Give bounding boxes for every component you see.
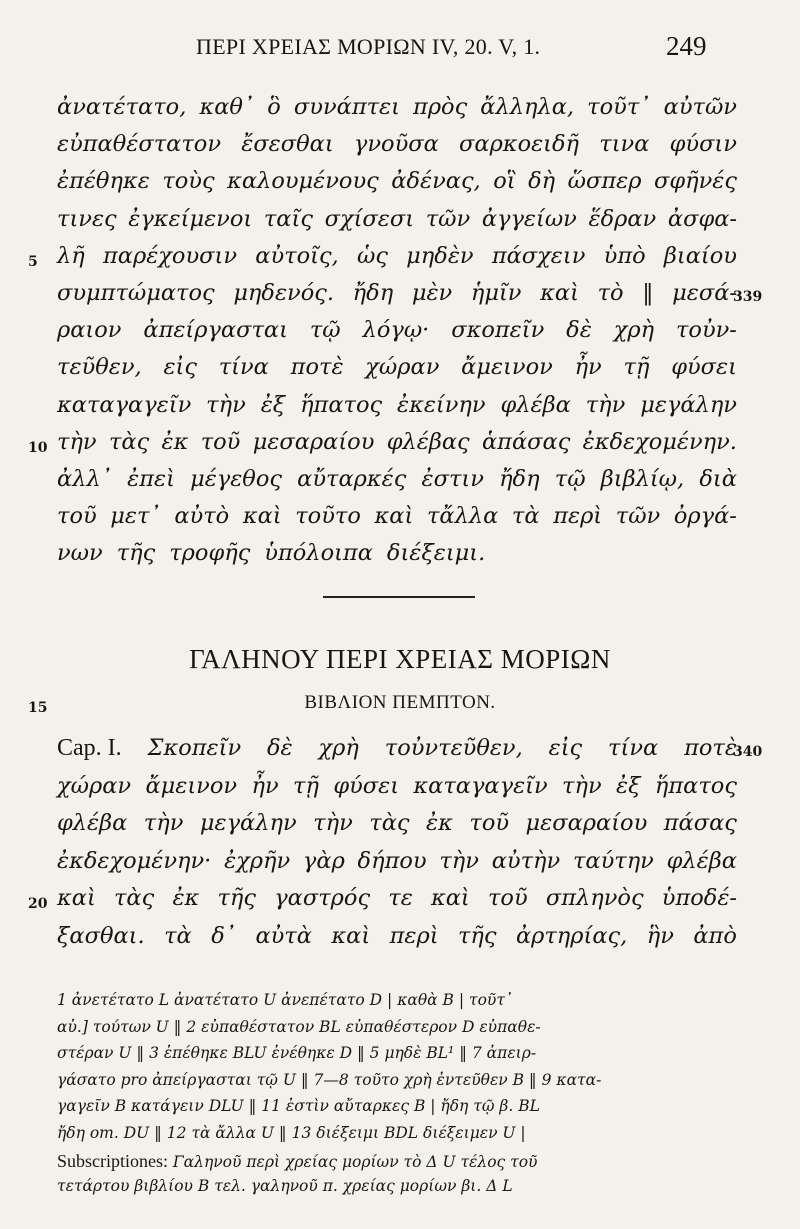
word: χρὴ bbox=[613, 317, 655, 344]
word: ἔσεσθαι bbox=[241, 131, 334, 158]
word: τἄλλα bbox=[426, 503, 499, 530]
word: χώραν bbox=[365, 354, 440, 381]
apparatus-text: ἤδη om. DU ‖ 12 τὰ ἄλλα U ‖ 13 διέξειμι BDL διέξειμεν U | bbox=[57, 1124, 526, 1142]
word: ἥπατος bbox=[300, 391, 383, 418]
word: ἀπὸ bbox=[693, 922, 737, 949]
word: τὴν bbox=[439, 847, 479, 874]
word: παρέχουσιν bbox=[103, 242, 238, 269]
word: ταῖς bbox=[263, 205, 313, 232]
word: Σκοπεῖν bbox=[147, 735, 242, 761]
word: σφῆνές bbox=[653, 168, 737, 195]
word: τροφῆς bbox=[169, 540, 251, 567]
word: δὴ bbox=[528, 168, 556, 195]
word: βιαίου bbox=[663, 242, 737, 269]
word: ἐκ bbox=[172, 885, 200, 911]
text-line bbox=[57, 243, 737, 283]
word: ἐστιν bbox=[421, 466, 484, 492]
word: τὰ bbox=[511, 503, 540, 530]
word: τὰς bbox=[108, 428, 150, 455]
word: καταγαγεῖν bbox=[57, 391, 192, 418]
running-head bbox=[0, 31, 800, 68]
word: ἀσφα- bbox=[667, 205, 737, 232]
word: τοῦ bbox=[487, 885, 528, 911]
word: τε bbox=[388, 885, 413, 911]
word: τὴν bbox=[206, 391, 246, 418]
text-line bbox=[57, 848, 737, 888]
word: μεγάλην bbox=[199, 810, 297, 836]
word: τὰς bbox=[113, 885, 155, 911]
word: ποτὲ bbox=[290, 354, 344, 381]
word: ἐκ bbox=[161, 428, 189, 455]
text-line bbox=[57, 885, 737, 925]
word: συνάπτει bbox=[293, 94, 400, 120]
word: τὸ bbox=[597, 280, 624, 306]
chapter-label: Cap. I. bbox=[57, 735, 122, 761]
word: σκοπεῖν bbox=[451, 317, 545, 344]
word: ἤδη bbox=[352, 280, 394, 306]
word: ὃ bbox=[267, 94, 281, 120]
apparatus-text: αὐ.] τούτων U ‖ 2 εὐπαθέστατον BL εὐπαθέστερον D εὐπαθε- bbox=[57, 1017, 541, 1036]
word: ἐξ bbox=[260, 391, 286, 418]
book-title: ΓΑΛΗΝΟΥ ΠΕΡΙ ΧΡΕΙΑΣ ΜΟΡΙΩΝ bbox=[189, 644, 611, 674]
word: τῷ bbox=[554, 466, 586, 492]
word: τὴν bbox=[143, 810, 184, 836]
text-line bbox=[57, 317, 737, 357]
word: ὑπὸ bbox=[603, 242, 646, 269]
text-line bbox=[57, 354, 737, 394]
word: γνοῦσα bbox=[353, 131, 439, 158]
word: καὶ bbox=[540, 280, 579, 306]
word: ἤδη bbox=[499, 466, 540, 492]
word: μετ᾽ bbox=[110, 503, 161, 530]
word: καθ᾽ bbox=[199, 94, 255, 120]
apparatus-text: τετάρτου βιβλίου B τελ. γαληνοῦ π. χρείας μορίων βι. Δ L bbox=[57, 1177, 513, 1196]
word: ξασθαι. bbox=[57, 922, 145, 949]
text-line bbox=[57, 429, 737, 469]
word: τῆς bbox=[116, 540, 156, 567]
word: φλέβα bbox=[666, 847, 737, 874]
word: τὴν bbox=[585, 391, 626, 418]
word: εἰς bbox=[548, 735, 583, 761]
word: δὲ bbox=[267, 735, 293, 761]
word: μηδενός. bbox=[233, 280, 335, 306]
word: τίνα bbox=[608, 735, 659, 761]
word: τοῦτ᾽ bbox=[587, 94, 651, 120]
word: τεῦθεν, bbox=[57, 354, 142, 381]
word: ἡμῖν bbox=[470, 280, 522, 306]
word: καταγαγεῖν bbox=[413, 772, 548, 799]
text-line bbox=[57, 810, 737, 850]
word: τὴν bbox=[313, 810, 353, 836]
margin-page-ref: 339 bbox=[733, 289, 763, 305]
word: ἐκ bbox=[426, 810, 453, 836]
word: ταύτην bbox=[572, 847, 654, 874]
word: σπληνὸς bbox=[545, 885, 644, 911]
word: ἦν bbox=[574, 354, 602, 381]
apparatus-label: Subscriptiones: bbox=[57, 1150, 168, 1171]
word: αὔταρκές bbox=[297, 466, 407, 492]
word: οἳ bbox=[493, 168, 516, 195]
word: ὀργά- bbox=[673, 503, 737, 530]
word: ἁπάσας bbox=[481, 428, 571, 455]
word: φύσιν bbox=[669, 131, 737, 158]
page-number: 249 bbox=[666, 31, 707, 61]
word: ἐκείνην bbox=[397, 391, 486, 418]
line-number: 20 bbox=[28, 896, 48, 912]
word: μεσαραίου bbox=[252, 428, 375, 455]
running-head-title: ΠΕΡΙ ΧΡΕΙΑΣ ΜΟΡΙΩΝ IV, 20. V, 1. bbox=[196, 34, 541, 59]
word: τοῦ bbox=[57, 503, 97, 530]
word: δὲ bbox=[566, 317, 592, 344]
word: τὰ bbox=[164, 922, 192, 949]
line-number: 10 bbox=[28, 439, 48, 456]
word: αὐτὸ bbox=[174, 503, 230, 530]
word: χρὴ bbox=[318, 735, 359, 761]
word: τοῦ bbox=[200, 428, 241, 455]
word: ἄμεινον bbox=[145, 772, 238, 799]
word: ἐχρῆν bbox=[224, 847, 291, 874]
text-line bbox=[57, 773, 737, 813]
word: τῆς bbox=[217, 885, 257, 911]
word: πάσας bbox=[663, 810, 737, 836]
text-line bbox=[57, 540, 737, 580]
word: ὑπόλοιπα bbox=[264, 540, 373, 567]
word: περὶ bbox=[553, 503, 603, 530]
word: βιβλίῳ, bbox=[600, 466, 685, 492]
word: καλουμένους bbox=[227, 168, 379, 195]
word: τοὐντεῦθεν, bbox=[384, 735, 523, 761]
word: πάσχειν bbox=[491, 242, 586, 269]
word: ἐγκείμενοι bbox=[128, 205, 253, 232]
word: γὰρ bbox=[302, 847, 345, 874]
word: τῷ bbox=[309, 317, 341, 344]
word: ἣν bbox=[646, 922, 674, 949]
word: ἥπατος bbox=[654, 772, 737, 799]
apparatus-text: στέραν U ‖ 3 ἐπέθηκε BLU ἐνέθηκε D ‖ 5 μηδὲ BL¹ ‖ 7 ἀπειρ- bbox=[57, 1044, 537, 1063]
text-line bbox=[57, 94, 737, 134]
word: περὶ bbox=[389, 922, 439, 949]
word: πρὸς bbox=[413, 94, 468, 120]
word: ἄλληλα, bbox=[480, 94, 575, 120]
word: αὐτῶν bbox=[663, 94, 737, 120]
word: δ᾽ bbox=[211, 922, 236, 949]
word: μεγάλην bbox=[640, 391, 737, 418]
text-line bbox=[57, 280, 737, 320]
apparatus-line bbox=[57, 1151, 737, 1177]
word: χώραν bbox=[57, 772, 132, 799]
apparatus-text: Γαληνοῦ περὶ χρείας μορίων τὸ Δ U τέλος τοῦ bbox=[168, 1152, 538, 1171]
apparatus-line bbox=[57, 1071, 737, 1097]
word: μέγεθος bbox=[190, 466, 282, 492]
apparatus-text: γάσατο pro ἀπείργασται τῷ U ‖ 7—8 τοῦτο χρὴ ἐντεῦθεν B ‖ 9 κατα- bbox=[57, 1070, 602, 1089]
word: ‖ bbox=[642, 280, 654, 306]
line-number: 5 bbox=[28, 253, 38, 270]
apparatus-line bbox=[57, 1044, 737, 1070]
word: ἐξ bbox=[616, 772, 641, 799]
word: τὴν bbox=[57, 428, 97, 455]
word: σαρκοειδῆ bbox=[459, 131, 580, 158]
word: τοὺς bbox=[162, 168, 215, 195]
word: καὶ bbox=[242, 503, 282, 530]
word: γαστρός bbox=[274, 885, 371, 911]
word: τίνα bbox=[218, 354, 269, 381]
word: τοὐν- bbox=[675, 317, 737, 344]
word: τινες bbox=[57, 205, 117, 232]
text-line bbox=[57, 168, 737, 208]
word: διέξειμι. bbox=[386, 540, 486, 567]
word: ἐπέθηκε bbox=[57, 168, 150, 195]
line-number: 15 bbox=[28, 700, 48, 716]
text-line bbox=[57, 923, 737, 963]
word: διὰ bbox=[699, 466, 737, 492]
text-line bbox=[57, 466, 737, 506]
word: καὶ bbox=[331, 922, 371, 949]
text-line bbox=[57, 131, 737, 171]
section-divider bbox=[323, 596, 475, 598]
word: καὶ bbox=[430, 885, 470, 911]
word: ποτὲ bbox=[684, 735, 737, 761]
word: λῆ bbox=[57, 242, 85, 269]
apparatus-line bbox=[57, 1177, 737, 1203]
word: τινα bbox=[599, 131, 650, 158]
word: αὐτὰ bbox=[255, 922, 312, 949]
word: εἰς bbox=[163, 354, 197, 381]
word: ἐπεὶ bbox=[127, 466, 175, 492]
word: τῆς bbox=[457, 922, 497, 949]
word: ραιον bbox=[57, 317, 122, 344]
word: ἀνατέτατο, bbox=[57, 94, 187, 120]
word: νων bbox=[57, 540, 103, 567]
word: ὡς bbox=[356, 242, 388, 269]
word: τῇ bbox=[293, 772, 319, 799]
word: ἕδραν bbox=[588, 205, 657, 232]
word: συμπτώματος bbox=[57, 280, 215, 306]
apparatus-text: 1 ἀνετέτατο L ἀνατέτατο U ἀνεπέτατο D | καθὰ B | τοῦτ᾽ bbox=[57, 991, 513, 1009]
text-line bbox=[57, 735, 737, 775]
word: ἄμεινον bbox=[461, 354, 553, 381]
word: τὰς bbox=[369, 810, 410, 836]
word: φύσει bbox=[671, 354, 737, 381]
text-line bbox=[57, 392, 737, 432]
word: τὴν bbox=[562, 772, 602, 799]
word: ὥσπερ bbox=[567, 168, 642, 195]
apparatus-text: γαγεῖν B κατάγειν DLU ‖ 11 ἐστὶν αὔταρκες B | ἤδη τῷ β. BL bbox=[57, 1097, 540, 1116]
text-line bbox=[57, 503, 737, 543]
word: μεσαραίου bbox=[525, 810, 648, 836]
word: τῶν bbox=[615, 503, 661, 530]
word: μεσά- bbox=[672, 280, 737, 306]
word: ἐκδεχομένην· bbox=[57, 847, 212, 874]
word: τοῦ bbox=[469, 810, 510, 836]
word: καὶ bbox=[374, 503, 414, 530]
word: εὐπαθέστατον bbox=[57, 131, 222, 158]
word: δήπου bbox=[357, 847, 427, 874]
word: ἀπείργασται bbox=[143, 317, 288, 344]
word: τῶν bbox=[425, 205, 471, 232]
book-subtitle: ΒΙΒΛΙΟΝ ΠΕΜΠΤΟΝ. bbox=[304, 692, 496, 713]
word: φλέβα bbox=[500, 391, 571, 418]
word: μηδὲν bbox=[406, 242, 474, 269]
word: τοῦτο bbox=[295, 503, 361, 530]
word: ἀγγείων bbox=[481, 205, 577, 232]
word: ἀδένας, bbox=[391, 168, 481, 195]
word: φύσει bbox=[333, 772, 400, 799]
word: τῇ bbox=[623, 354, 650, 381]
word: ἦν bbox=[251, 772, 279, 799]
apparatus-line bbox=[57, 1018, 737, 1044]
margin-page-ref: 340 bbox=[733, 744, 763, 760]
word: ἀλλ᾽ bbox=[57, 466, 112, 492]
word: σχίσεσι bbox=[324, 205, 415, 232]
word: λόγῳ· bbox=[362, 317, 430, 344]
apparatus-line bbox=[57, 991, 737, 1017]
apparatus-line bbox=[57, 1097, 737, 1123]
word: φλέβας bbox=[386, 428, 470, 455]
word: αὐτὴν bbox=[491, 847, 561, 874]
text-line bbox=[57, 206, 737, 246]
word: καὶ bbox=[57, 885, 96, 911]
word: ἀρτηρίας, bbox=[515, 922, 628, 949]
word: ὑποδέ- bbox=[661, 885, 737, 911]
word: φλέβα bbox=[57, 810, 128, 836]
word: μὲν bbox=[411, 280, 453, 306]
word: ἐκδεχομένην. bbox=[582, 428, 737, 455]
word: αὐτοῖς, bbox=[255, 242, 339, 269]
apparatus-line bbox=[57, 1124, 737, 1150]
